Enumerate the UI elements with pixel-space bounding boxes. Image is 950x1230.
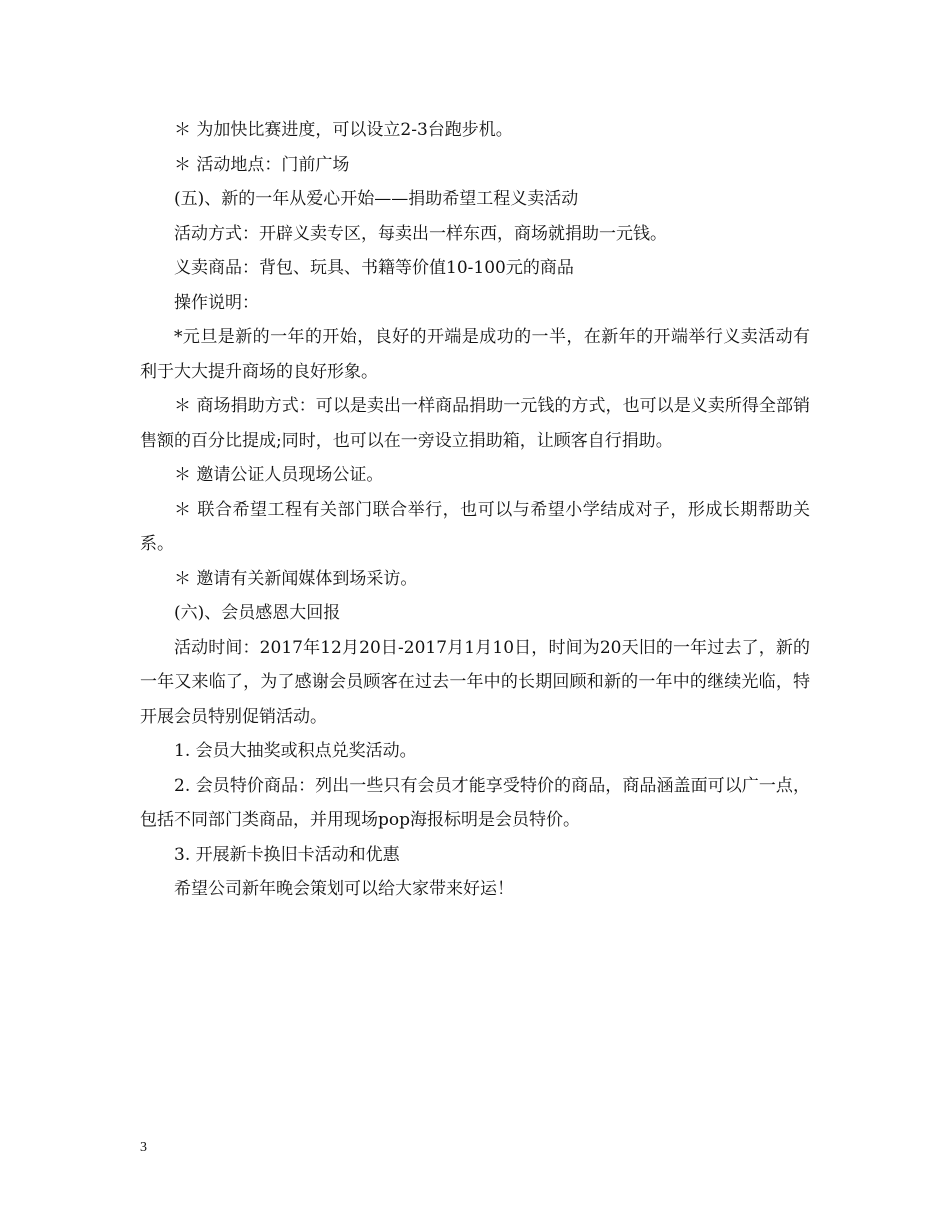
bullet-media: ＊ 邀请有关新闻媒体到场采访。 bbox=[174, 568, 418, 589]
bullet-notary: ＊ 邀请公证人员现场公证。 bbox=[174, 465, 384, 485]
member-item-1: 1. 会员大抽奖或积点兑奖活动。 bbox=[174, 741, 417, 761]
bullet-treadmills: ＊ 为加快比赛进度，可以设立2-3台跑步机。 bbox=[174, 120, 513, 140]
member-activity-time: 活动时间：2017年12月20日-2017月1月10日，时间为20天旧的一年过去了，新的一年又来临了，为了感谢会员顾客在过去一年中的长期回顾和新的一年中的继续光临，特开展会员特别促销活动。 bbox=[140, 637, 810, 727]
bullet-donation-method: ＊ 商场捐助方式：可以是卖出一样商品捐助一元钱的方式，也可以是义卖所得全部销售额的百分比提成;同时，也可以在一旁设立捐助箱，让顾客自行捐助。 bbox=[140, 396, 810, 451]
bullet-hope-project: ＊ 联合希望工程有关部门联合举行，也可以与希望小学结成对子，形成长期帮助关系。 bbox=[140, 499, 810, 554]
bullet-new-year-start: *元旦是新的一年的开始，良好的开端是成功的一半，在新年的开端举行义卖活动有利于大大提升商场的良好形象。 bbox=[140, 327, 810, 382]
bullet-venue: ＊ 活动地点：门前广场 bbox=[174, 154, 350, 175]
document-body bbox=[140, 113, 810, 907]
operation-notes-heading: 操作说明： bbox=[174, 292, 259, 313]
section-heading-members: (六)、会员感恩大回报 bbox=[174, 603, 341, 623]
page-number: 3 bbox=[140, 1140, 147, 1155]
charity-method: 活动方式：开辟义卖专区，每卖出一样东西，商场就捐助一元钱。 bbox=[174, 223, 667, 244]
closing-line: 希望公司新年晚会策划可以给大家带来好运！ bbox=[174, 879, 514, 899]
section-heading-charity: (五)、新的一年从爱心开始——捐助希望工程义卖活动 bbox=[174, 189, 579, 209]
member-item-3: 3. 开展新卡换旧卡活动和优惠 bbox=[174, 844, 400, 865]
member-item-2: 2. 会员特价商品：列出一些只有会员才能享受特价的商品，商品涵盖面可以广一点，包括不同部门类商品，并用现场pop海报标明是会员特价。 bbox=[140, 775, 810, 830]
charity-goods: 义卖商品：背包、玩具、书籍等价值10-100元的商品 bbox=[174, 258, 574, 278]
